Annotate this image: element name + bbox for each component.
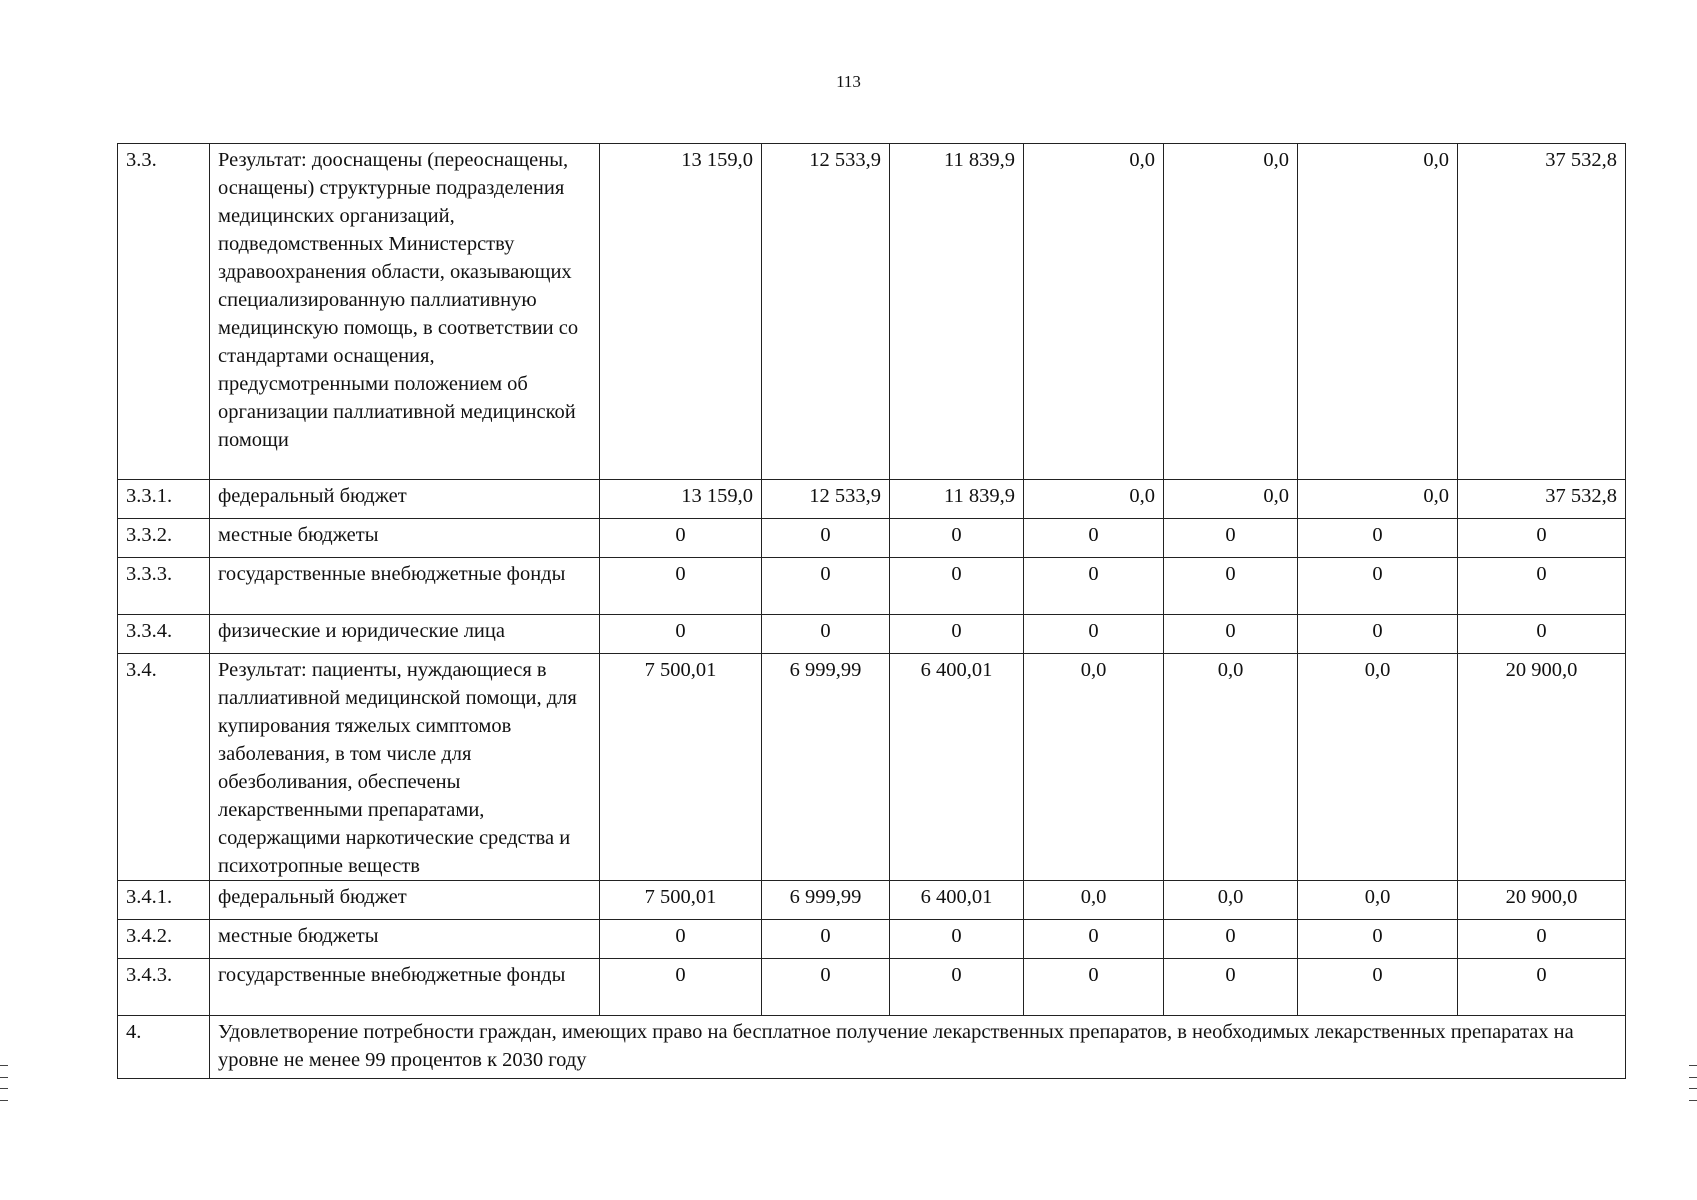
value-cell: 0 <box>1024 519 1164 558</box>
row-description: федеральный бюджет <box>210 480 600 519</box>
value-cell: 6 999,99 <box>762 881 890 920</box>
value-cell: 0,0 <box>1298 144 1458 480</box>
budget-table <box>117 143 1626 1079</box>
value-cell: 0 <box>1164 959 1298 1016</box>
value-cell: 0 <box>762 558 890 615</box>
row-number: 3.3.4. <box>118 615 210 654</box>
value-cell: 0 <box>1164 558 1298 615</box>
row-number: 3.3.2. <box>118 519 210 558</box>
value-cell: 0 <box>1458 558 1626 615</box>
value-cell: 0 <box>1458 615 1626 654</box>
value-cell: 0 <box>1298 959 1458 1016</box>
value-cell: 0,0 <box>1024 480 1164 519</box>
value-cell: 0 <box>600 959 762 1016</box>
row-number: 4. <box>118 1016 210 1079</box>
value-cell: 0 <box>600 519 762 558</box>
value-cell: 12 533,9 <box>762 480 890 519</box>
value-cell: 0 <box>1458 519 1626 558</box>
value-cell: 0 <box>1024 959 1164 1016</box>
row-description: государственные внебюджетные фонды <box>210 959 600 1016</box>
value-cell: 0 <box>1298 558 1458 615</box>
value-cell: 0 <box>600 558 762 615</box>
table-row-3-3-2 <box>118 519 1626 558</box>
value-cell: 0 <box>762 959 890 1016</box>
value-cell: 0 <box>1024 615 1164 654</box>
table-row-3-3-4 <box>118 615 1626 654</box>
table-row-3-4-2 <box>118 920 1626 959</box>
value-cell: 20 900,0 <box>1458 881 1626 920</box>
table-row-3-3 <box>118 144 1626 480</box>
value-cell: 0 <box>1298 615 1458 654</box>
value-cell: 0 <box>1164 615 1298 654</box>
value-cell: 13 159,0 <box>600 144 762 480</box>
table-row-3-4-3 <box>118 959 1626 1016</box>
row-description: Результат: дооснащены (переоснащены, оснащены) структурные подразделения медицинских организаций, подведомственных Министерству здравоохранения области, оказывающих специализированную паллиативную медицинскую помощь, в соответствии со стандартами оснащения, предусмотренными положением об организации паллиативной медицинской помощи <box>210 144 600 480</box>
value-cell: 20 900,0 <box>1458 654 1626 881</box>
value-cell: 6 999,99 <box>762 654 890 881</box>
value-cell: 0 <box>600 920 762 959</box>
row-description: государственные внебюджетные фонды <box>210 558 600 615</box>
row-number: 3.4.2. <box>118 920 210 959</box>
value-cell: 7 500,01 <box>600 654 762 881</box>
page-number: 113 <box>836 72 861 91</box>
value-cell: 6 400,01 <box>890 654 1024 881</box>
row-number: 3.4.3. <box>118 959 210 1016</box>
value-cell: 12 533,9 <box>762 144 890 480</box>
row-number: 3.3.3. <box>118 558 210 615</box>
table-row-4 <box>118 1016 1626 1079</box>
table-row-3-3-3 <box>118 558 1626 615</box>
value-cell: 0,0 <box>1164 654 1298 881</box>
value-cell: 0,0 <box>1024 881 1164 920</box>
value-cell: 6 400,01 <box>890 881 1024 920</box>
value-cell: 0 <box>890 920 1024 959</box>
value-cell: 13 159,0 <box>600 480 762 519</box>
value-cell: 0 <box>1298 920 1458 959</box>
value-cell: 37 532,8 <box>1458 144 1626 480</box>
value-cell: 0 <box>1298 519 1458 558</box>
value-cell: 0,0 <box>1164 881 1298 920</box>
table-row-3-4-1 <box>118 881 1626 920</box>
value-cell: 0 <box>1164 920 1298 959</box>
goal-text: Удовлетворение потребности граждан, имеющих право на бесплатное получение лекарственных препаратов, в необходимых лекарственных препаратах на уровне не менее 99 процентов к 2030 году <box>210 1016 1626 1079</box>
row-description: Результат: пациенты, нуждающиеся в паллиативной медицинской помощи, для купирования тяжелых симптомов заболевания, в том числе для обезболивания, обеспечены лекарственными препаратами, содержащими наркотические средства и психотропные веществ <box>210 654 600 881</box>
value-cell: 0 <box>890 558 1024 615</box>
value-cell: 0 <box>762 920 890 959</box>
row-number: 3.3.1. <box>118 480 210 519</box>
value-cell: 0 <box>890 519 1024 558</box>
value-cell: 0 <box>890 959 1024 1016</box>
row-number: 3.3. <box>118 144 210 480</box>
row-description: физические и юридические лица <box>210 615 600 654</box>
value-cell: 37 532,8 <box>1458 480 1626 519</box>
row-description: местные бюджеты <box>210 519 600 558</box>
value-cell: 11 839,9 <box>890 480 1024 519</box>
right-margin-mark <box>1689 1065 1697 1101</box>
table-row-3-3-1 <box>118 480 1626 519</box>
value-cell: 0,0 <box>1298 881 1458 920</box>
row-number: 3.4. <box>118 654 210 881</box>
value-cell: 0 <box>762 519 890 558</box>
value-cell: 0 <box>1458 920 1626 959</box>
value-cell: 0 <box>1458 959 1626 1016</box>
value-cell: 0,0 <box>1298 480 1458 519</box>
value-cell: 0,0 <box>1024 654 1164 881</box>
value-cell: 0 <box>1164 519 1298 558</box>
value-cell: 0,0 <box>1164 480 1298 519</box>
value-cell: 7 500,01 <box>600 881 762 920</box>
value-cell: 0 <box>600 615 762 654</box>
row-description: федеральный бюджет <box>210 881 600 920</box>
value-cell: 0 <box>762 615 890 654</box>
value-cell: 0 <box>890 615 1024 654</box>
value-cell: 0,0 <box>1024 144 1164 480</box>
value-cell: 0,0 <box>1298 654 1458 881</box>
left-margin-mark <box>0 1065 8 1101</box>
value-cell: 0 <box>1024 558 1164 615</box>
table-row-3-4 <box>118 654 1626 881</box>
row-number: 3.4.1. <box>118 881 210 920</box>
value-cell: 0,0 <box>1164 144 1298 480</box>
value-cell: 11 839,9 <box>890 144 1024 480</box>
row-description: местные бюджеты <box>210 920 600 959</box>
value-cell: 0 <box>1024 920 1164 959</box>
